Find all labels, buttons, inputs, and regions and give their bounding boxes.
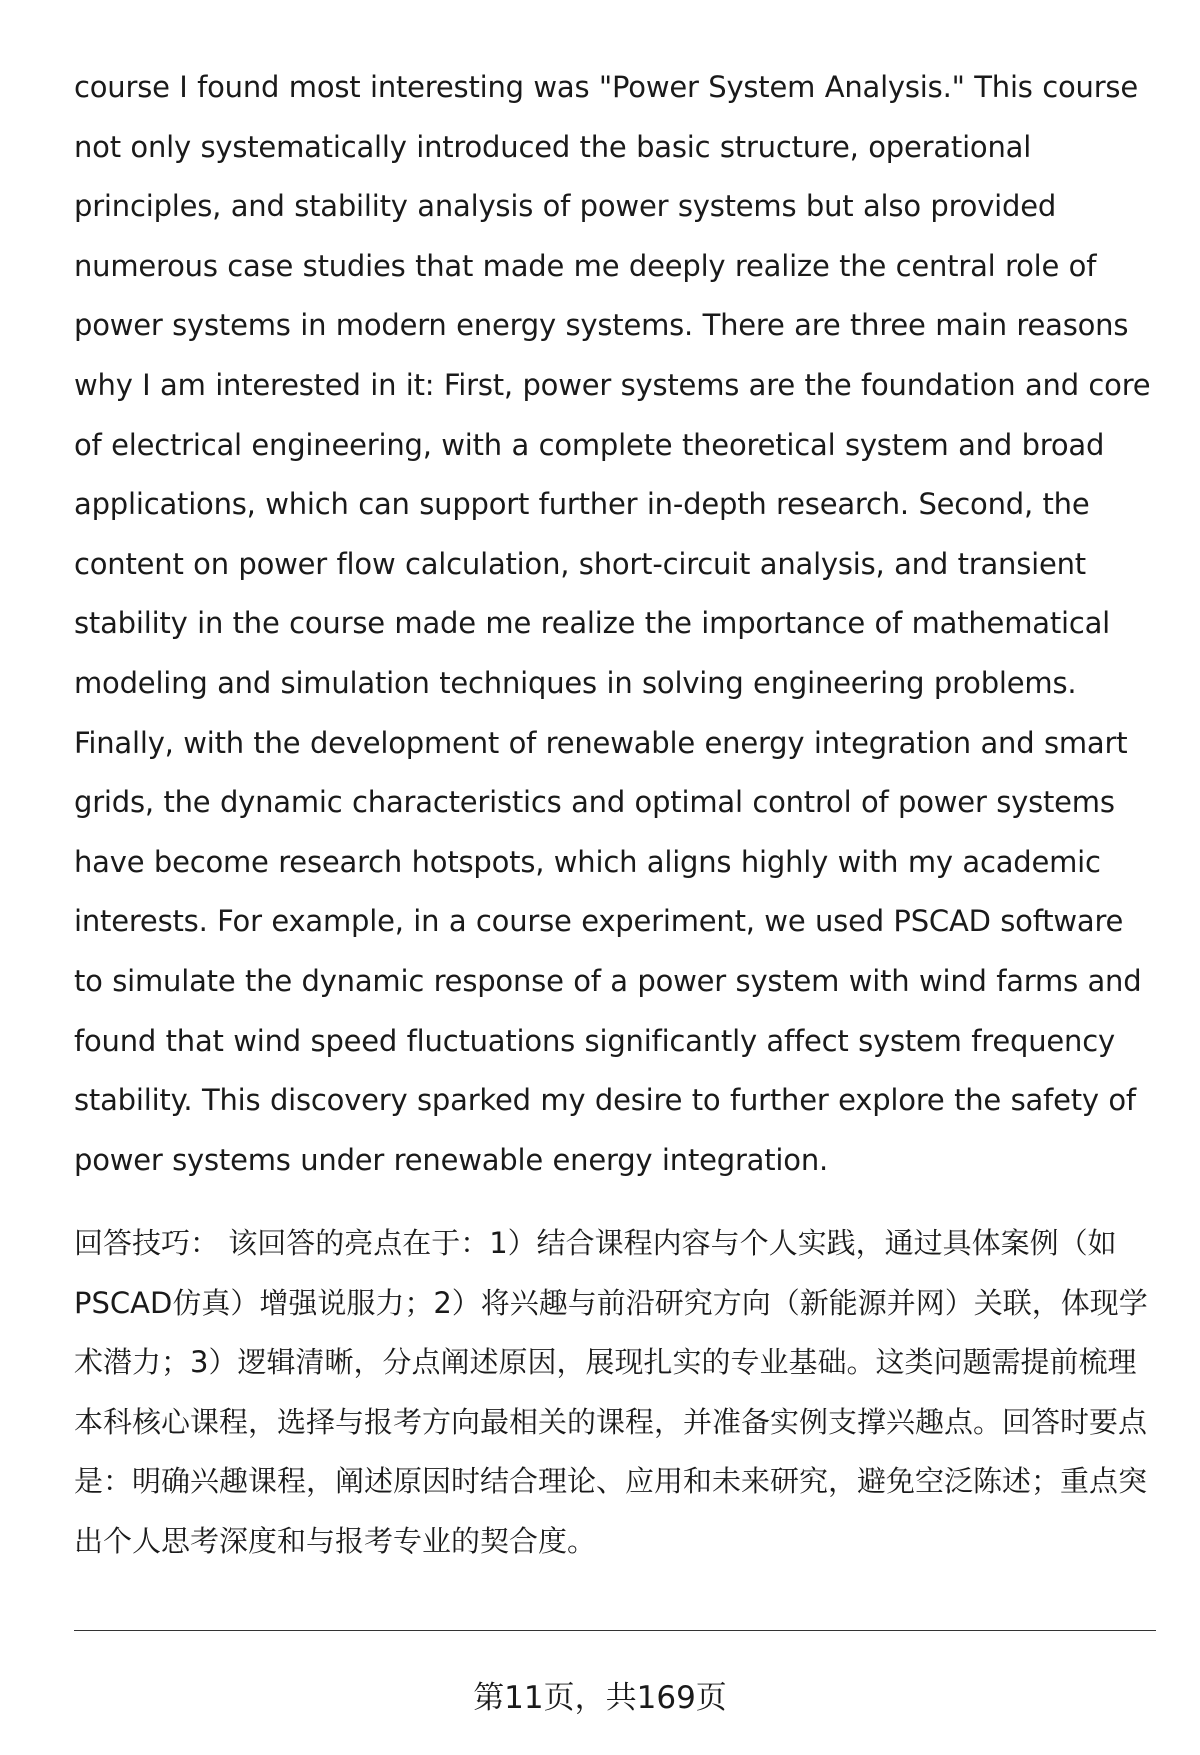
page-number: 第11页，共169页 — [473, 1680, 727, 1716]
tips-paragraph: 回答技巧： 该回答的亮点在于：1）结合课程内容与个人实践，通过具体案例（如PSCAD仿真）增强说服力；2）将兴趣与前沿研究方向（新能源并网）关联，体现学术潜力；3）逻辑清晰，分点阐述原因，展现扎实的专业基础。这类问题需提前梳理本科核心课程，选择与报考方向最相关的课程，并准备实例支撑兴趣点。回答时要点是：明确兴趣课程，阐述原因时结合理论、应用和未来研究，避免空泛陈述；重点突出个人思考深度和与报考专业的契合度。 — [74, 1226, 1148, 1558]
document-body — [74, 58, 1160, 1571]
answer-paragraph: course I found most interesting was "Power System Analysis." This course not only systematically introduced the basic structure, operational principles, and stability analysis of power systems but also provided numerous case studies that made me deeply realize the central role of power systems in modern energy systems. There are three main reasons why I am interested in it: First, power systems are the foundation and core of electrical engineering, with a complete theoretical system and broad applications, which can support further in-depth research. Second, the content on power flow calculation, short-circuit analysis, and transient stability in the course made me realize the importance of mathematical modeling and simulation techniques in solving engineering problems. Finally, with the development of renewable energy integration and smart grids, the dynamic characteristics and optimal control of power systems have become research hotspots, which aligns highly with my academic interests. For example, in a course experiment, we used PSCAD software to simulate the dynamic response of a power system with wind farms and found that wind speed fluctuations significantly affect system frequency stability. This discovery sparked my desire to further explore the safety of power systems under renewable energy integration. — [74, 70, 1151, 1177]
footer-divider — [74, 1630, 1156, 1631]
